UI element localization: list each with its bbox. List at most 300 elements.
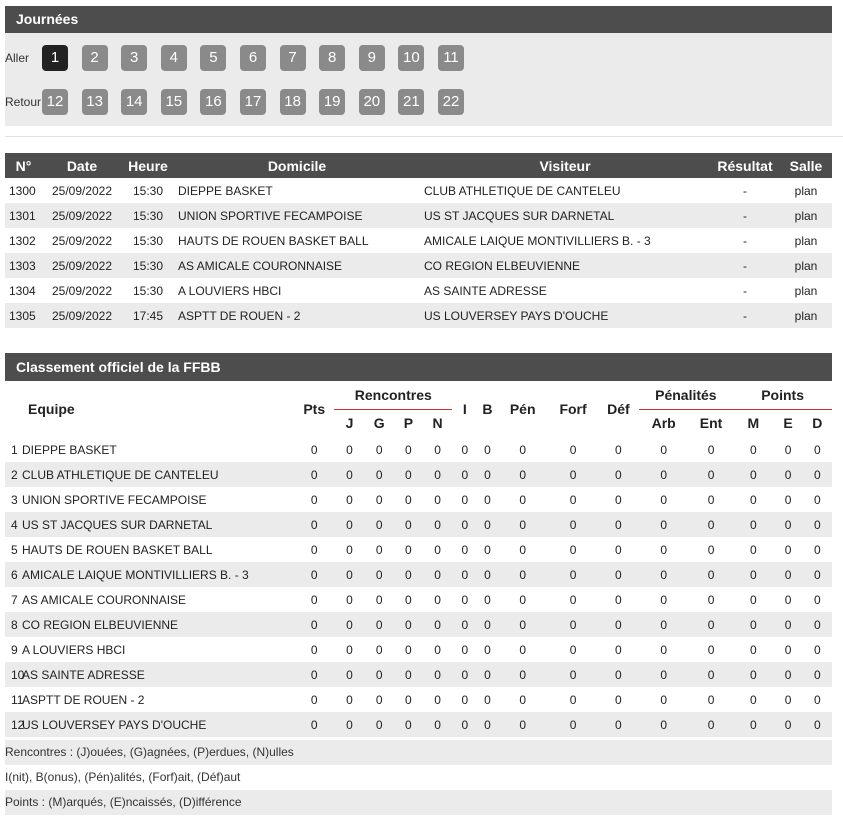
- standings-team: [5, 637, 294, 662]
- standings-value: 0: [689, 712, 733, 737]
- standings-row: [5, 537, 832, 562]
- match-row: [5, 303, 832, 328]
- standings-value: 0: [598, 462, 638, 487]
- match-num: 1301: [5, 203, 42, 228]
- standings-value: 0: [803, 712, 832, 737]
- standings-value: 0: [484, 592, 491, 607]
- standings-team-name: AS AMICALE COURONNAISE: [22, 592, 187, 607]
- standings-value: 0: [434, 642, 441, 657]
- standings-team: [5, 487, 294, 512]
- standings-rank: 10: [11, 667, 25, 682]
- standings-value: 0: [784, 542, 792, 557]
- standings-value: 0: [548, 712, 598, 737]
- standings-value: 0: [405, 542, 412, 557]
- col-group-points: Points: [733, 381, 832, 409]
- col-num: N°: [5, 153, 42, 178]
- standings-value: 0: [394, 662, 423, 687]
- standings-value: 0: [707, 592, 715, 607]
- col-p: P: [403, 415, 414, 432]
- match-domicile: DIEPPE BASKET: [178, 183, 273, 198]
- match-resultat: -: [743, 183, 747, 198]
- standings-value: 0: [639, 512, 689, 537]
- standings-value: 0: [660, 542, 668, 557]
- legend-points: Points : (M)arqués, (E)ncaissés, (D)ifférence: [5, 790, 832, 815]
- standings-rank: 7: [11, 592, 18, 607]
- standings-value: 0: [773, 662, 802, 687]
- standings-value: 0: [484, 492, 491, 507]
- standings-value: 0: [660, 492, 668, 507]
- col-salle: Salle: [780, 153, 832, 178]
- standings-value: 0: [733, 662, 773, 687]
- standings-value: 0: [405, 692, 412, 707]
- standings-row: [5, 687, 832, 712]
- standings-team-name: CO REGION ELBEUVIENNE: [22, 617, 179, 632]
- col-j: J: [345, 415, 354, 432]
- standings-team-name: HAUTS DE ROUEN BASKET BALL: [22, 542, 213, 557]
- journee-button[interactable]: 14: [121, 89, 147, 115]
- match-domicile: A LOUVIERS HBCI: [178, 283, 282, 298]
- col-equipe: Equipe: [28, 401, 75, 417]
- col-e: E: [783, 415, 793, 432]
- journee-button[interactable]: 3: [121, 45, 147, 71]
- divider: [5, 136, 843, 137]
- standings-value: 0: [365, 612, 394, 637]
- standings-value: 0: [598, 662, 638, 687]
- standings-rank: 8: [11, 617, 18, 632]
- standings-value: 0: [375, 642, 383, 657]
- journee-button[interactable]: 12: [42, 89, 68, 115]
- standings-value: 0: [660, 642, 668, 657]
- standings-rank: 4: [11, 517, 18, 532]
- match-resultat: -: [743, 233, 747, 248]
- standings-value: 0: [365, 662, 394, 687]
- standings-value: 0: [689, 612, 733, 637]
- match-salle-link[interactable]: plan: [794, 183, 818, 198]
- standings-value: 0: [423, 662, 452, 687]
- col-n: N: [432, 415, 443, 432]
- standings-value: 0: [346, 692, 353, 707]
- col-domicile: Domicile: [174, 153, 420, 178]
- standings-value: 0: [733, 612, 773, 637]
- standings-value: 0: [615, 592, 622, 607]
- standings-table: [5, 381, 832, 737]
- standings-value: 0: [803, 512, 832, 537]
- standings-value: 0: [689, 662, 733, 687]
- matches-table: [5, 153, 832, 328]
- standings-value: 0: [689, 562, 733, 587]
- col-ent: Ent: [699, 415, 723, 432]
- match-resultat: -: [710, 203, 780, 228]
- journee-button[interactable]: 19: [319, 89, 345, 115]
- standings-value: 0: [452, 662, 477, 687]
- retour-row: [5, 89, 832, 115]
- standings-rank: 5: [11, 542, 18, 557]
- standings-value: 0: [394, 612, 423, 637]
- standings-team-name: US ST JACQUES SUR DARNETAL: [22, 517, 213, 532]
- standings-value: 0: [733, 712, 773, 737]
- standings-value: 0: [461, 442, 469, 457]
- standings-value: 0: [689, 512, 733, 537]
- standings-value: 0: [461, 592, 469, 607]
- standings-panel: [5, 353, 832, 737]
- standings-value: 0: [707, 492, 715, 507]
- standings-value: 0: [707, 542, 715, 557]
- standings-value: 0: [405, 492, 412, 507]
- standings-value: 0: [461, 642, 469, 657]
- standings-value: 0: [707, 692, 715, 707]
- standings-value: 0: [334, 512, 364, 537]
- standings-value: 0: [615, 492, 622, 507]
- standings-value: 0: [498, 562, 548, 587]
- standings-value: 0: [569, 492, 577, 507]
- match-salle-link[interactable]: plan: [780, 203, 832, 228]
- standings-value: 0: [498, 512, 548, 537]
- standings-value: 0: [334, 712, 364, 737]
- standings-header-row-1: [5, 381, 832, 409]
- match-domicile: AS AMICALE COURONNAISE: [174, 253, 420, 278]
- standings-value: 0: [519, 442, 527, 457]
- standings-value: 0: [773, 612, 802, 637]
- journee-button[interactable]: 21: [398, 89, 424, 115]
- match-heure: 15:30: [122, 253, 174, 278]
- col-pen: Pén: [509, 401, 536, 417]
- standings-value: 0: [423, 562, 452, 587]
- match-resultat: -: [710, 253, 780, 278]
- standings-value: 0: [484, 542, 491, 557]
- standings-value: 0: [498, 662, 548, 687]
- standings-value: 0: [334, 612, 364, 637]
- journee-button[interactable]: 1: [42, 45, 68, 71]
- standings-value: 0: [749, 442, 757, 457]
- standings-value: 0: [346, 442, 353, 457]
- standings-team: [5, 562, 294, 587]
- col-b: B: [482, 401, 493, 417]
- standings-value: 0: [749, 592, 757, 607]
- standings-value: 0: [569, 442, 577, 457]
- standings-value: 0: [375, 442, 383, 457]
- standings-row: [5, 437, 832, 462]
- standings-rank: 3: [11, 492, 18, 507]
- journee-button[interactable]: 18: [280, 89, 306, 115]
- match-num: 1302: [9, 233, 36, 248]
- match-num: 1300: [9, 183, 36, 198]
- col-forf: Forf: [559, 401, 587, 417]
- match-visiteur: CO REGION ELBEUVIENNE: [420, 253, 710, 278]
- legend-penalites: I(nit), B(onus), (Pén)alités, (Forf)ait, (Déf)aut: [5, 765, 832, 790]
- col-group-penalites: Pénalités: [639, 381, 734, 409]
- standings-rank: 2: [11, 467, 18, 482]
- standings-value: 0: [773, 712, 802, 737]
- standings-team-name: ASPTT DE ROUEN - 2: [22, 692, 145, 707]
- standings-value: 0: [639, 462, 689, 487]
- standings-value: 0: [334, 562, 364, 587]
- match-domicile: ASPTT DE ROUEN - 2: [174, 303, 420, 328]
- standings-value: 0: [813, 492, 821, 507]
- standings-team: [5, 587, 294, 612]
- standings-value: 0: [461, 692, 469, 707]
- journee-button[interactable]: 22: [438, 89, 464, 115]
- standings-value: 0: [310, 642, 318, 657]
- standings-value: 0: [477, 612, 497, 637]
- col-g: G: [373, 415, 385, 432]
- standings-value: 0: [598, 562, 638, 587]
- standings-value: 0: [484, 692, 491, 707]
- col-resultat: Résultat: [710, 153, 780, 178]
- aller-row: [5, 45, 832, 71]
- match-date: 25/09/2022: [51, 283, 113, 298]
- standings-value: 0: [461, 492, 469, 507]
- match-row: [5, 203, 832, 228]
- journee-button[interactable]: 17: [240, 89, 266, 115]
- standings-row: [5, 612, 832, 637]
- standings-value: 0: [294, 462, 334, 487]
- match-heure: 15:30: [122, 203, 174, 228]
- standings-row: [5, 637, 832, 662]
- standings-value: 0: [569, 642, 577, 657]
- standings-value: 0: [498, 612, 548, 637]
- standings-value: 0: [639, 562, 689, 587]
- standings-value: 0: [346, 642, 353, 657]
- standings-value: 0: [749, 692, 757, 707]
- match-visiteur: CLUB ATHLETIQUE DE CANTELEU: [424, 183, 621, 198]
- standings-value: 0: [598, 612, 638, 637]
- match-domicile: HAUTS DE ROUEN BASKET BALL: [178, 233, 369, 248]
- journee-button[interactable]: 11: [438, 45, 464, 71]
- standings-value: 0: [365, 562, 394, 587]
- journee-button[interactable]: 9: [359, 45, 385, 71]
- match-heure: 17:45: [122, 303, 174, 328]
- col-i: I: [462, 401, 467, 417]
- standings-row: [5, 587, 832, 612]
- match-date: 25/09/2022: [42, 203, 122, 228]
- standings-value: 0: [477, 512, 497, 537]
- standings-value: 0: [639, 612, 689, 637]
- journee-button[interactable]: 4: [161, 45, 187, 71]
- standings-value: 0: [405, 642, 412, 657]
- match-visiteur: US LOUVERSEY PAYS D'OUCHE: [420, 303, 710, 328]
- journee-button[interactable]: 10: [398, 45, 424, 71]
- standings-value: 0: [548, 462, 598, 487]
- standings-value: 0: [346, 542, 353, 557]
- standings-value: 0: [365, 712, 394, 737]
- standings-value: 0: [784, 642, 792, 657]
- standings-team-name: DIEPPE BASKET: [22, 442, 117, 457]
- standings-value: 0: [294, 712, 334, 737]
- standings-value: 0: [707, 442, 715, 457]
- standings-row: [5, 462, 832, 487]
- journee-button[interactable]: 8: [319, 45, 345, 71]
- standings-value: 0: [803, 662, 832, 687]
- match-num: 1303: [5, 253, 42, 278]
- journee-button[interactable]: 5: [200, 45, 226, 71]
- standings-value: 0: [294, 512, 334, 537]
- match-num: 1305: [5, 303, 42, 328]
- standings-value: 0: [310, 492, 318, 507]
- standings-value: 0: [423, 512, 452, 537]
- standings-team-name: US LOUVERSEY PAYS D'OUCHE: [22, 717, 207, 732]
- standings-value: 0: [452, 512, 477, 537]
- match-date: 25/09/2022: [42, 303, 122, 328]
- journee-button[interactable]: 13: [82, 89, 108, 115]
- aller-label: Aller: [5, 51, 30, 65]
- match-date: 25/09/2022: [42, 253, 122, 278]
- standings-value: 0: [405, 442, 412, 457]
- standings-value: 0: [334, 462, 364, 487]
- legend-rencontres: Rencontres : (J)ouées, (G)agnées, (P)erdues, (N)ulles: [5, 740, 832, 765]
- standings-value: 0: [569, 692, 577, 707]
- standings-team-name: AMICALE LAIQUE MONTIVILLIERS B. - 3: [22, 567, 249, 582]
- col-heure: Heure: [122, 153, 174, 178]
- standings-value: 0: [294, 662, 334, 687]
- standings-team: [5, 687, 294, 712]
- match-row: [5, 278, 832, 303]
- match-salle-link[interactable]: plan: [780, 253, 832, 278]
- standings-value: 0: [784, 592, 792, 607]
- standings-team: [5, 512, 294, 537]
- standings-value: 0: [461, 542, 469, 557]
- col-pts: Pts: [303, 401, 326, 417]
- standings-value: 0: [498, 462, 548, 487]
- standings-value: 0: [548, 562, 598, 587]
- match-salle-link[interactable]: plan: [780, 303, 832, 328]
- standings-value: 0: [813, 642, 821, 657]
- standings-value: 0: [749, 542, 757, 557]
- standings-value: 0: [294, 562, 334, 587]
- journee-button[interactable]: 20: [359, 89, 385, 115]
- journee-button[interactable]: 15: [161, 89, 187, 115]
- standings-value: 0: [434, 492, 441, 507]
- match-num: 1304: [9, 283, 36, 298]
- standings-value: 0: [615, 542, 622, 557]
- journee-button[interactable]: 6: [240, 45, 266, 71]
- standings-value: 0: [452, 712, 477, 737]
- standings-row: [5, 562, 832, 587]
- standings-rank: 9: [11, 642, 18, 657]
- standings-value: 0: [375, 492, 383, 507]
- standings-value: 0: [733, 462, 773, 487]
- journee-button[interactable]: 7: [280, 45, 306, 71]
- standings-value: 0: [784, 492, 792, 507]
- standings-team-name: UNION SPORTIVE FECAMPOISE: [22, 492, 207, 507]
- standings-value: 0: [569, 542, 577, 557]
- retour-label: Retour: [5, 95, 42, 109]
- standings-value: 0: [394, 512, 423, 537]
- standings-row: [5, 662, 832, 687]
- standings-value: 0: [660, 692, 668, 707]
- standings-value: 0: [519, 692, 527, 707]
- standings-value: 0: [334, 662, 364, 687]
- standings-value: 0: [477, 562, 497, 587]
- col-date: Date: [42, 153, 122, 178]
- standings-value: 0: [733, 562, 773, 587]
- standings-value: 0: [548, 612, 598, 637]
- match-salle-link[interactable]: plan: [794, 283, 818, 298]
- standings-value: 0: [813, 692, 821, 707]
- standings-rank: 11: [11, 692, 24, 707]
- col-arb: Arb: [651, 415, 676, 432]
- standings-value: 0: [310, 592, 318, 607]
- standings-value: 0: [639, 662, 689, 687]
- standings-value: 0: [733, 512, 773, 537]
- standings-value: 0: [365, 462, 394, 487]
- standings-value: 0: [375, 542, 383, 557]
- standings-team-name: AS SAINTE ADRESSE: [22, 667, 145, 682]
- match-salle-link[interactable]: plan: [794, 233, 818, 248]
- standings-value: 0: [477, 712, 497, 737]
- standings-team: [5, 712, 294, 737]
- standings-value: 0: [548, 662, 598, 687]
- standings-value: 0: [707, 642, 715, 657]
- standings-value: 0: [394, 712, 423, 737]
- standings-value: 0: [749, 492, 757, 507]
- journee-button[interactable]: 2: [82, 45, 108, 71]
- col-def: Déf: [607, 401, 630, 417]
- col-visiteur: Visiteur: [420, 153, 710, 178]
- journees-title: Journées: [5, 6, 832, 33]
- match-row: [5, 228, 832, 253]
- standings-value: 0: [498, 712, 548, 737]
- standings-value: 0: [773, 512, 802, 537]
- match-resultat: -: [710, 303, 780, 328]
- standings-value: 0: [813, 542, 821, 557]
- standings-value: 0: [773, 562, 802, 587]
- match-resultat: -: [743, 283, 747, 298]
- standings-team: [5, 437, 294, 462]
- standings-team: [5, 662, 294, 687]
- journees-panel: [5, 6, 832, 126]
- standings-value: 0: [519, 492, 527, 507]
- standings-value: 0: [346, 592, 353, 607]
- standings-value: 0: [548, 512, 598, 537]
- journee-button[interactable]: 16: [200, 89, 226, 115]
- standings-row: [5, 512, 832, 537]
- col-group-rencontres: Rencontres: [334, 381, 452, 409]
- standings-value: 0: [452, 462, 477, 487]
- standings-value: 0: [294, 612, 334, 637]
- standings-value: 0: [660, 442, 668, 457]
- standings-value: 0: [519, 542, 527, 557]
- match-heure: 15:30: [132, 233, 164, 248]
- standings-value: 0: [405, 592, 412, 607]
- standings-value: 0: [784, 442, 792, 457]
- match-row: [5, 253, 832, 278]
- standings-value: 0: [477, 462, 497, 487]
- match-visiteur: AS SAINTE ADRESSE: [424, 283, 547, 298]
- standings-value: 0: [569, 592, 577, 607]
- standings-value: 0: [803, 612, 832, 637]
- match-heure: 15:30: [132, 183, 164, 198]
- standings-value: 0: [598, 512, 638, 537]
- standings-value: 0: [813, 592, 821, 607]
- standings-team-name: CLUB ATHLETIQUE DE CANTELEU: [22, 467, 219, 482]
- matches-table-panel: [5, 153, 832, 328]
- standings-value: 0: [310, 692, 318, 707]
- standings-value: 0: [639, 712, 689, 737]
- standings-title: Classement officiel de la FFBB: [5, 353, 832, 381]
- standings-value: 0: [615, 692, 622, 707]
- standings-value: 0: [660, 592, 668, 607]
- standings-team: [5, 462, 294, 487]
- standings-value: 0: [434, 592, 441, 607]
- standings-value: 0: [434, 542, 441, 557]
- standings-value: 0: [375, 692, 383, 707]
- match-visiteur: AMICALE LAIQUE MONTIVILLIERS B. - 3: [424, 233, 651, 248]
- col-m: M: [747, 415, 760, 432]
- standings-team-name: A LOUVIERS HBCI: [22, 642, 126, 657]
- standings-value: 0: [477, 662, 497, 687]
- standings-value: 0: [484, 442, 491, 457]
- match-date: 25/09/2022: [51, 183, 113, 198]
